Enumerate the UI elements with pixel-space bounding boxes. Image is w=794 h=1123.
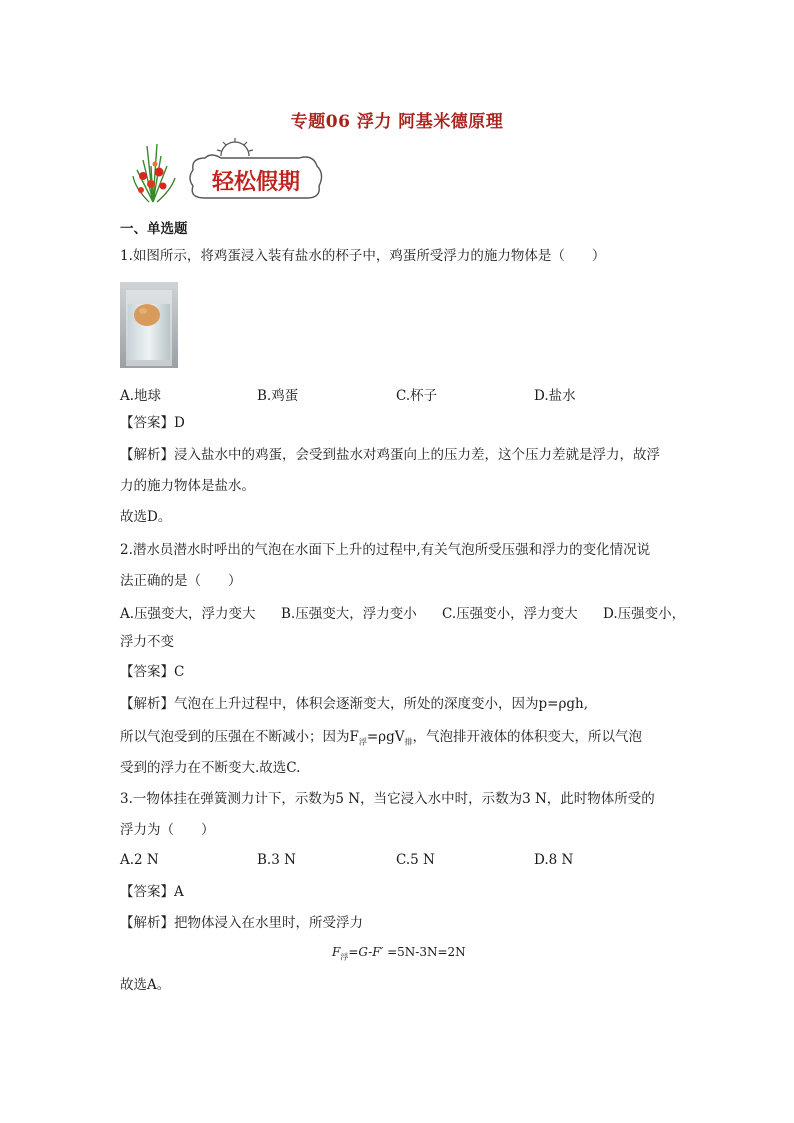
q2-option-a: A.压强变大，浮力变大: [120, 606, 256, 622]
q1-analysis-line-2: 力的施力物体是盐水。: [120, 478, 255, 494]
q2-option-d: D.压强变小，: [603, 606, 686, 622]
q3-option-b: B.3 N: [257, 852, 296, 868]
sun-icon: [217, 138, 253, 156]
q2-stem-line-1: 2.潜水员潜水时呼出的气泡在水面下上升的过程中,有关气泡所受压强和浮力的变化情况说: [120, 542, 651, 558]
holiday-banner: [131, 136, 326, 204]
q3-answer: [120, 882, 184, 902]
q2-answer: [120, 662, 184, 682]
banner-text: 轻松假期: [211, 169, 301, 195]
q3-conclusion: 故选A。: [120, 977, 171, 993]
q2-option-d-cont: 浮力不变: [120, 634, 174, 650]
answer-value: C: [174, 664, 185, 680]
buoyancy-formula: $F_浮=G-F' =5N-3N=2N$: [332, 945, 466, 962]
section-heading: 一、单选题: [120, 221, 188, 237]
q3-analysis-line-1: 【解析】把物体浸入在水里时，所受浮力: [120, 915, 363, 931]
egg-in-salt-water-image: [120, 282, 178, 368]
q1-option-a: A.地球: [120, 388, 162, 404]
q1-option-d: D.盐水: [534, 388, 576, 404]
q2-analysis-line-1: 【解析】气泡在上升过程中，体积会逐渐变大，所处的深度变小，因为p=ρgh,: [120, 696, 589, 712]
q3-option-c: C.5 N: [396, 852, 435, 868]
q3-stem-line-1: 3.一物体挂在弹簧测力计下，示数为5 N，当它浸入水中时，示数为3 N，此时物体所受的: [120, 791, 655, 807]
q1-conclusion: 故选D。: [120, 509, 172, 525]
analysis-label: 【解析】: [120, 915, 174, 931]
answer-label: 【答案】: [120, 664, 174, 680]
q2-stem-line-2: 法正确的是（ ）: [120, 573, 242, 589]
flower-icon: [133, 144, 175, 202]
q1-answer: [120, 413, 185, 433]
answer-value: A: [174, 884, 184, 900]
q2-analysis-line-3: 受到的浮力在不断变大.故选C.: [120, 760, 301, 776]
q3-option-d: D.8 N: [534, 852, 574, 868]
q2-analysis-line-2: 所以气泡受到的压强在不断减小；因为$F_浮=\rho gV_排$，气泡排开液体的体积变大，所以气泡: [120, 729, 643, 747]
q1-option-c: C.杯子: [396, 388, 438, 404]
q2-option-b: B.压强变大，浮力变小: [281, 606, 417, 622]
q1-analysis-line-1: 【解析】浸入盐水中的鸡蛋，会受到盐水对鸡蛋向上的压力差，这个压力差就是浮力，故浮: [120, 447, 660, 463]
analysis-label: 【解析】: [120, 696, 174, 712]
q3-stem-line-2: 浮力为（ ）: [120, 822, 215, 838]
answer-label: 【答案】: [120, 884, 174, 900]
page-title: 专题06 浮力 阿基米德原理: [290, 112, 504, 132]
q2-option-c: C.压强变小，浮力变大: [442, 606, 578, 622]
q1-option-b: B.鸡蛋: [257, 388, 299, 404]
q1-stem: 1.如图所示，将鸡蛋浸入装有盐水的杯子中，鸡蛋所受浮力的施力物体是（ ）: [120, 248, 606, 264]
answer-value: D: [174, 415, 185, 431]
analysis-label: 【解析】: [120, 447, 174, 463]
q3-option-a: A.2 N: [120, 852, 159, 868]
answer-label: 【答案】: [120, 415, 174, 431]
